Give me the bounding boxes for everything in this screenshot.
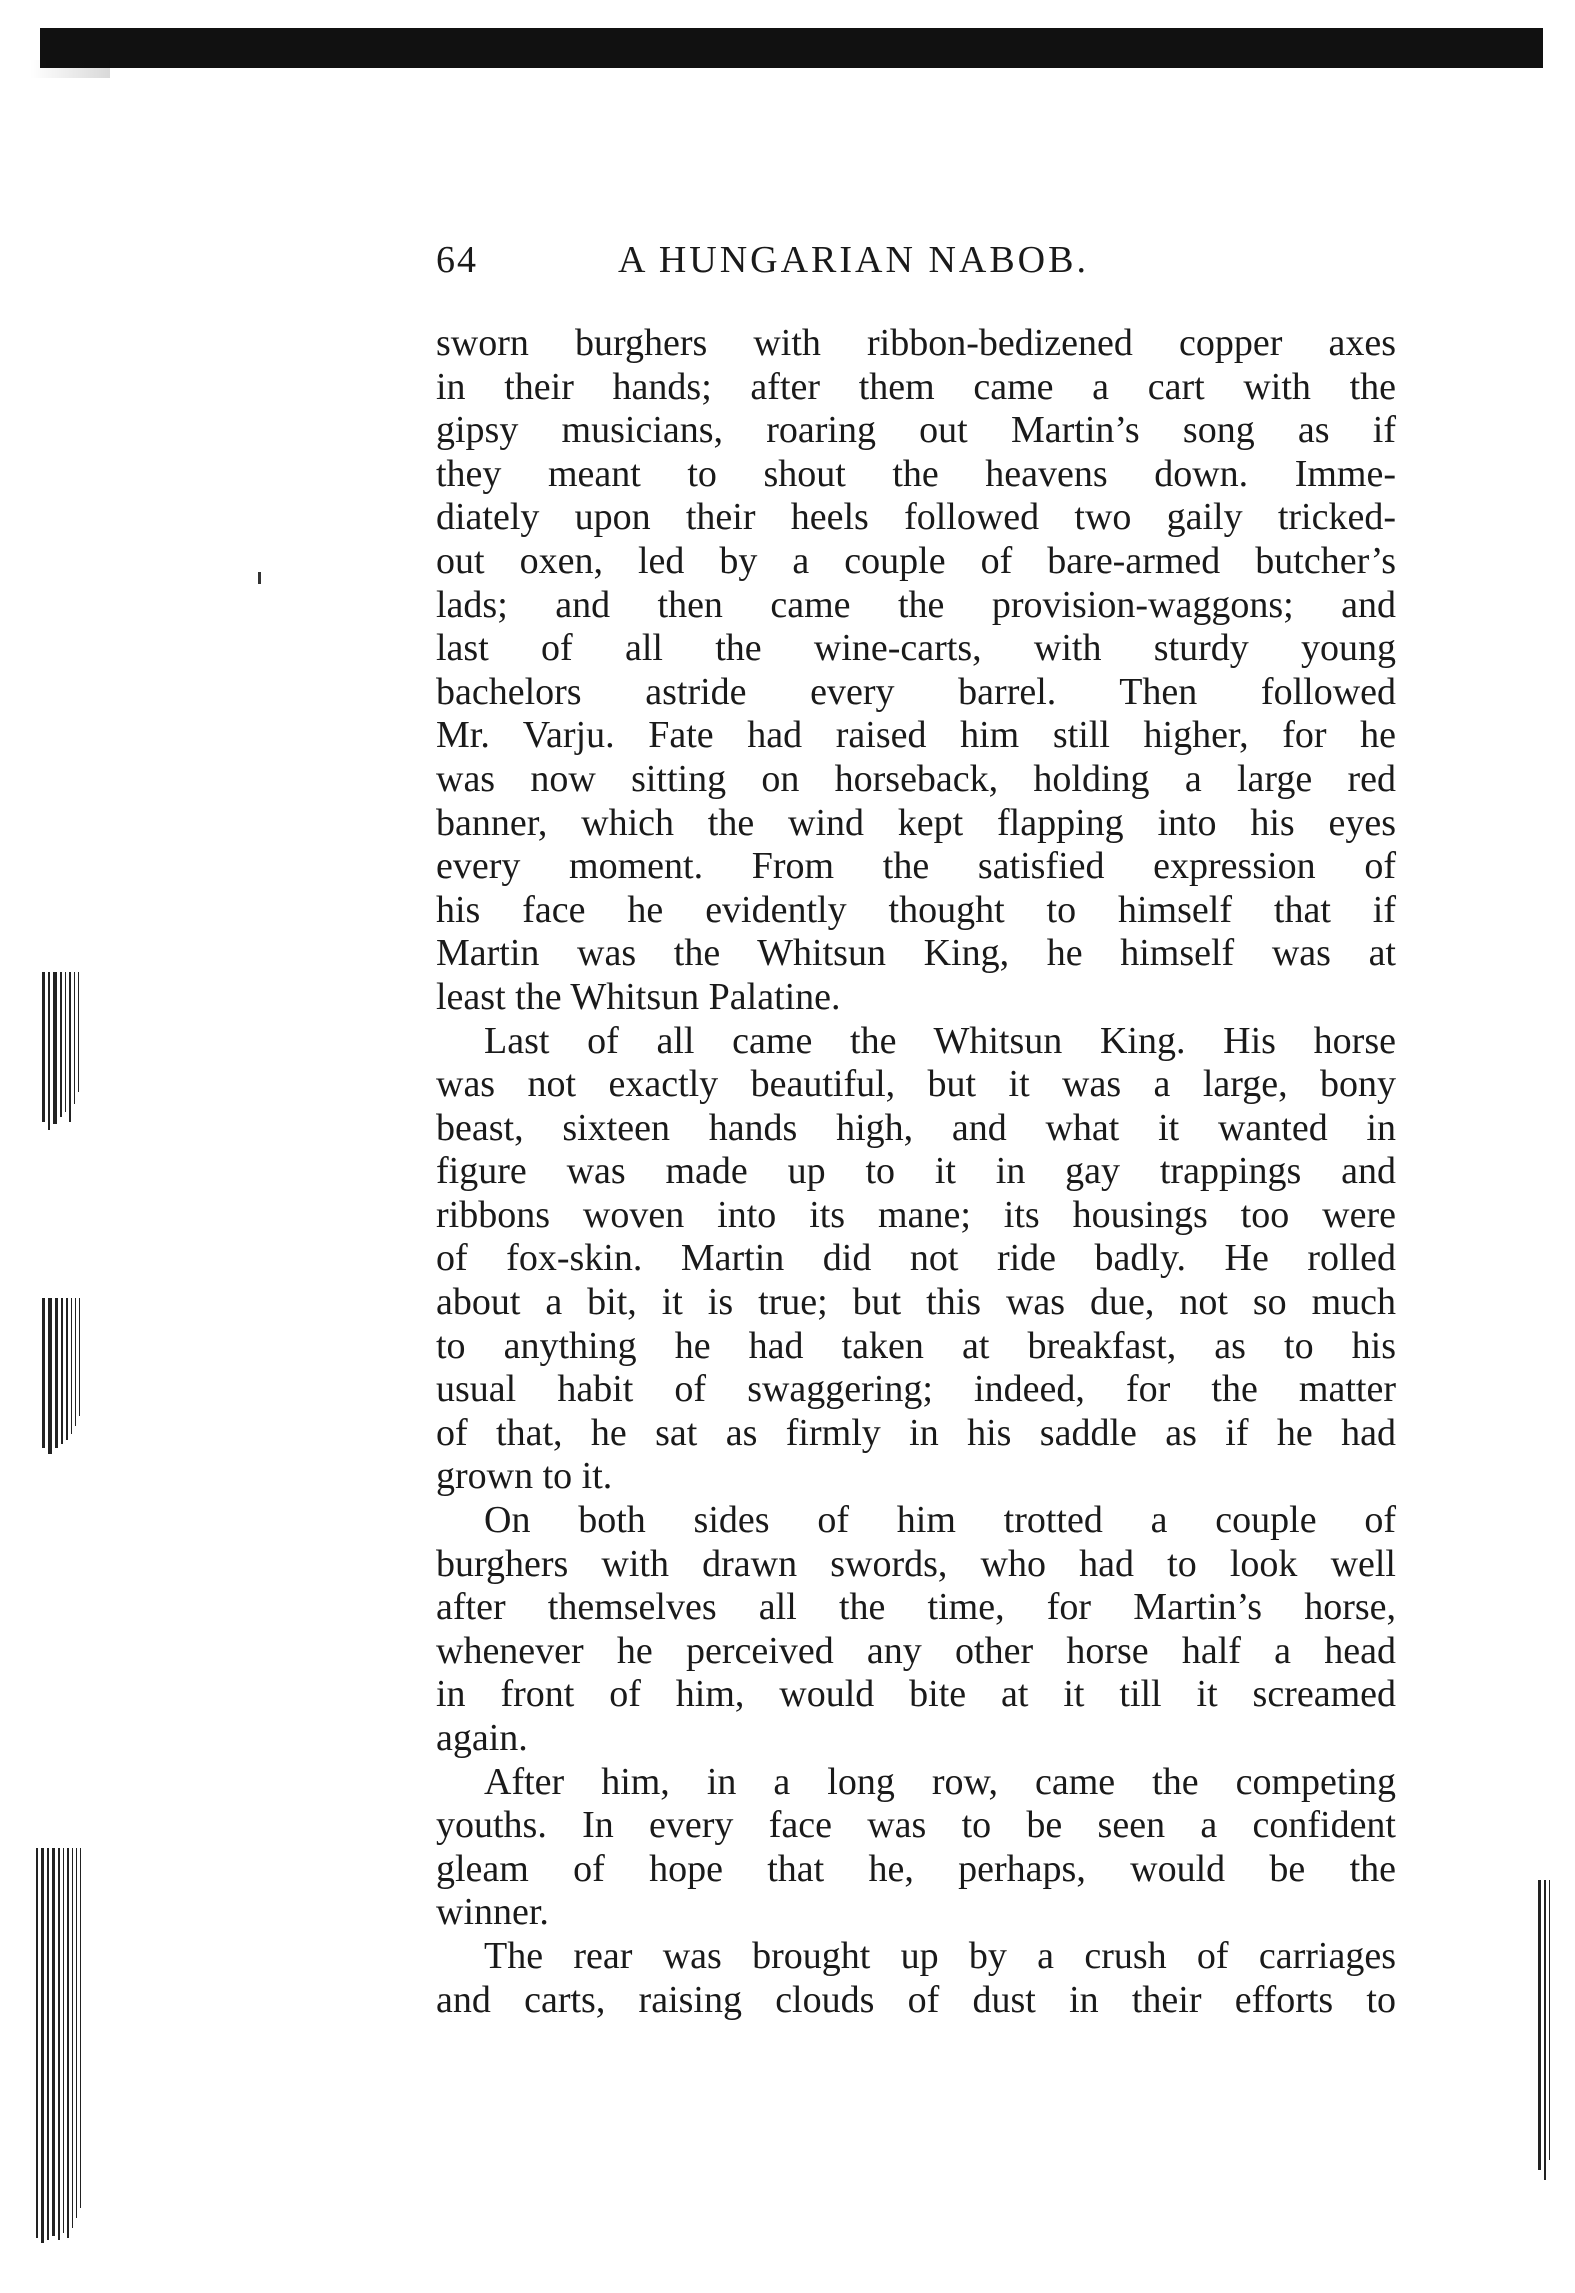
text-line: every moment. From the satisfied expression of bbox=[436, 845, 1396, 888]
text-line: sworn burghers with ribbon-bedizened copper axes bbox=[436, 322, 1396, 364]
text-line: last of all the wine-carts, with sturdy young bbox=[436, 627, 1396, 670]
text-line: youths. In every face was to be seen a confident bbox=[436, 1804, 1396, 1847]
text-line: Last of all came the Whitsun King. His horse bbox=[484, 1019, 1396, 1062]
text-line: and carts, raising clouds of dust in their efforts to bbox=[436, 1978, 1396, 2021]
text-line: was now sitting on horseback, holding a large red bbox=[436, 757, 1396, 800]
text-line: in front of him, would bite at it till it screamed bbox=[436, 1673, 1396, 1716]
text-line: bachelors astride every barrel. Then followed bbox=[436, 670, 1396, 713]
text-line: The rear was brought up by a crush of carriages bbox=[484, 1934, 1396, 1977]
text-line: again. bbox=[436, 1717, 528, 1759]
text-line: beast, sixteen hands high, and what it wanted in bbox=[436, 1106, 1396, 1149]
stray-ink-mark bbox=[258, 572, 261, 584]
text-line: burghers with drawn swords, who had to look well bbox=[436, 1542, 1396, 1585]
text-line: banner, which the wind kept flapping into his eyes bbox=[436, 801, 1396, 844]
page-header bbox=[436, 238, 1396, 298]
text-line: Mr. Varju. Fate had raised him still higher, for he bbox=[436, 714, 1396, 757]
text-line: On both sides of him trotted a couple of bbox=[484, 1499, 1396, 1542]
text-line: in their hands; after them came a cart with the bbox=[436, 365, 1396, 408]
text-line: of that, he sat as firmly in his saddle as if he had bbox=[436, 1411, 1396, 1454]
text-line: usual habit of swaggering; indeed, for the matter bbox=[436, 1368, 1396, 1411]
text-line: whenever he perceived any other horse half a head bbox=[436, 1629, 1396, 1672]
text-line: gipsy musicians, roaring out Martin’s song as if bbox=[436, 409, 1396, 452]
page-number: 64 bbox=[436, 239, 478, 281]
scan-edge-shadow bbox=[30, 60, 110, 78]
body-text bbox=[436, 322, 1396, 2022]
text-line: they meant to shout the heavens down. Imme- bbox=[436, 452, 1396, 495]
binding-marks-right bbox=[1538, 1880, 1550, 2180]
text-line: to anything he had taken at breakfast, as to his bbox=[436, 1324, 1396, 1367]
text-line: about a bit, it is true; but this was due, not so much bbox=[436, 1281, 1396, 1324]
text-line: least the Whitsun Palatine. bbox=[436, 975, 841, 1018]
text-line: Martin was the Whitsun King, he himself was at bbox=[436, 932, 1396, 975]
binding-marks-left-1 bbox=[42, 972, 79, 1130]
text-line: winner. bbox=[436, 1891, 549, 1934]
binding-marks-left-3 bbox=[36, 1848, 81, 2243]
text-line: out oxen, led by a couple of bare-armed butcher’s bbox=[436, 539, 1396, 582]
text-line: figure was made up to it in gay trappings and bbox=[436, 1150, 1396, 1193]
text-line: grown to it. bbox=[436, 1455, 613, 1498]
text-line: diately upon their heels followed two gaily tricked- bbox=[436, 496, 1396, 539]
text-line: lads; and then came the provision-waggons; and bbox=[436, 583, 1396, 626]
binding-marks-left-2 bbox=[42, 1298, 80, 1454]
scan-top-edge-bar bbox=[40, 28, 1543, 68]
text-line: after themselves all the time, for Martin’s horse, bbox=[436, 1586, 1396, 1629]
text-line: ribbons woven into its mane; its housings too were bbox=[436, 1193, 1396, 1236]
text-line: was not exactly beautiful, but it was a large, bony bbox=[436, 1063, 1396, 1106]
text-line: his face he evidently thought to himself that if bbox=[436, 888, 1396, 931]
text-line: gleam of hope that he, perhaps, would be the bbox=[436, 1847, 1396, 1890]
text-line: After him, in a long row, came the competing bbox=[484, 1760, 1396, 1803]
text-line: of fox-skin. Martin did not ride badly. He rolled bbox=[436, 1237, 1396, 1280]
running-title: A HUNGARIAN NABOB. bbox=[618, 239, 1089, 281]
